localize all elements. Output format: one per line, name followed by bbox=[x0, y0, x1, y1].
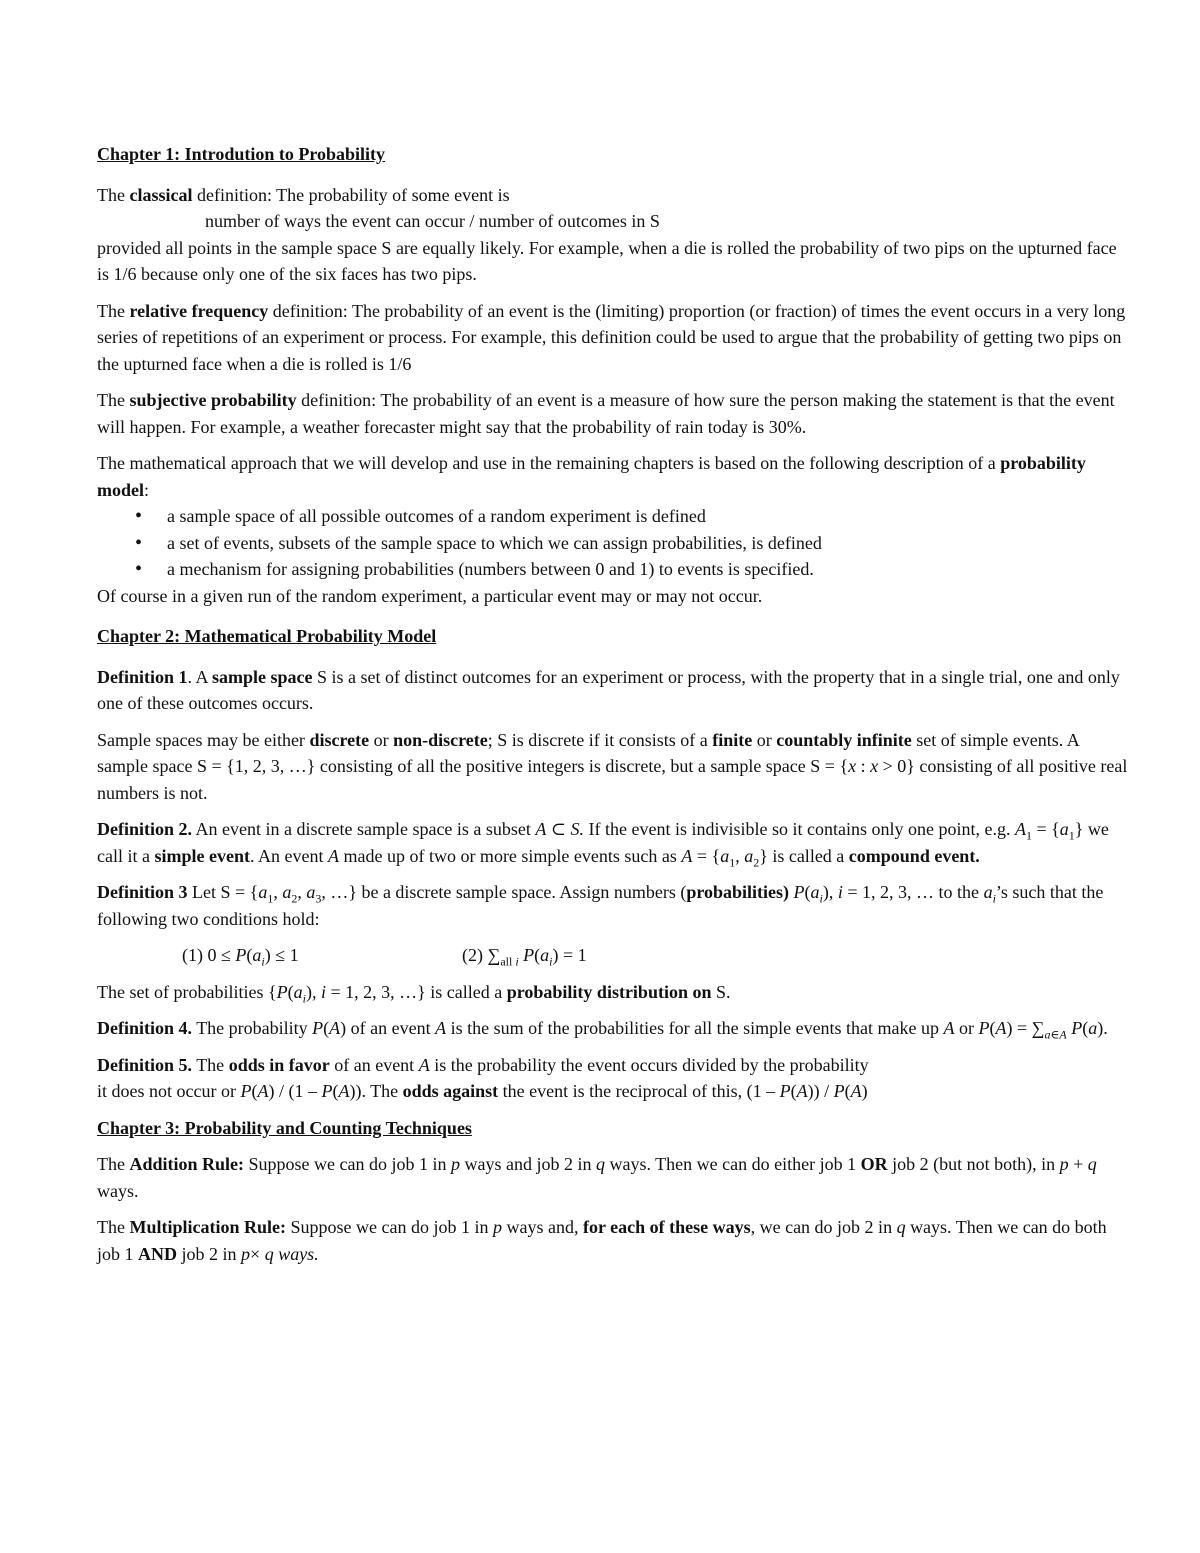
term-relative-frequency: relative frequency bbox=[129, 300, 269, 321]
definition-1: Definition 1. A sample space S is a set of distinct outcomes for an experiment or process, with the property that in a single trial, one and only one of these outcomes occurs. bbox=[97, 666, 1120, 713]
addition-rule: The Addition Rule: Suppose we can do job 1 in p ways and job 2 in q ways. Then we can do either job 1 OR job 2 (but not both), in p + q ways. bbox=[97, 1154, 1097, 1201]
classical-definition: The classical definition: The probability of some event is number of ways the event can occur / number of outcomes in S provided all points in the sample space S are equally likely. For example, when a die is rolled the probability of two pips on the upturned face is 1/6 because only one of the six faces has two pips. bbox=[97, 182, 1132, 288]
list-item: • a set of events, subsets of the sample space to which we can assign probabilities, is defined bbox=[97, 530, 1132, 557]
multiplication-rule: The Multiplication Rule: Suppose we can do job 1 in p ways and, for each of these ways, we can do job 2 in q ways. Then we can do both job 1 AND job 2 in p× q ways. bbox=[97, 1217, 1107, 1264]
condition-1: (1) $0 \le P(a_i) \le 1$ bbox=[182, 945, 299, 969]
list-item: • a mechanism for assigning probabilities (numbers between 0 and 1) to events is specified. bbox=[97, 556, 1132, 583]
random-experiment-note: Of course in a given run of the random experiment, a particular event may or may not occur. bbox=[97, 585, 763, 606]
subjective-definition: The subjective probability definition: The probability of an event is a measure of how sure the person making the statement is that the event will happen. For example, a weather forecaster might say that the probability of rain today is 30%. bbox=[97, 390, 1115, 437]
probability-distribution: The set of probabilities {$P(a_i)$, i = 1, 2, 3, …} is called a probability distribution on S. bbox=[97, 981, 731, 1006]
classical-formula: number of ways the event can occur / number of outcomes in S bbox=[205, 211, 660, 231]
document-page bbox=[97, 141, 1132, 1267]
chapter-1-heading: Chapter 1: Introdution to Probability bbox=[97, 144, 386, 164]
relative-frequency-definition: The relative frequency definition: The probability of an event is the (limiting) proportion (or fraction) of times the event occurs in a very long series of repetitions of an experiment or process. For example, this definition could be used to argue that the probability of getting two pips on the upturned face when a die is rolled is 1/6 bbox=[97, 300, 1126, 374]
definition-3: Definition 3 Let $S = \{a_1$, $a_2$, $a_3$, …} be a discrete sample space. Assign numbers (probabilities) $P(a_i)$, i = 1, 2, 3, … to the $a_i’s$ such that the following two conditions hold: bbox=[97, 882, 1104, 929]
term-probability-model: probability model bbox=[97, 453, 1086, 500]
sample-space-types: Sample spaces may be either discrete or non-discrete; S is discrete if it consists of a finite or countably infinite set of simple events. A sample space S = {1, 2, 3, …} consisting of all the positive integers is discrete, but a sample space S = {x : x > 0} consisting of all positive real numbers is not. bbox=[97, 729, 1128, 803]
term-classical: classical bbox=[129, 184, 193, 205]
chapter-3-heading: Chapter 3: Probability and Counting Techniques bbox=[97, 1117, 472, 1138]
term-subjective-probability: subjective probability bbox=[129, 390, 297, 410]
definition-3-conditions bbox=[97, 942, 1132, 969]
list-item: • a sample space of all possible outcomes of a random experiment is defined bbox=[97, 503, 1132, 530]
probability-model-list bbox=[97, 503, 1132, 583]
definition-4: Definition 4. The probability P(A) of an event A is the sum of the probabilities for all the simple events that make up A or $P(A) = \sum_{a\in A}$ P(a). bbox=[97, 1018, 1108, 1042]
probability-model-intro: The mathematical approach that we will develop and use in the remaining chapters is based on the following description of a probability model: bbox=[97, 453, 1086, 500]
definition-2: Definition 2. An event in a discrete sample space is a subset A ⊂ S. If the event is indivisible so it contains only one point, e.g. $A_1 = \{a_1\}$ we call it a simple event. An event A made up of two or more simple events such as $A = \{a_1$, $a_2$} is called a compound event. bbox=[97, 819, 1109, 870]
chapter-2-heading: Chapter 2: Mathematical Probability Model bbox=[97, 626, 437, 646]
definition-5: Definition 5. The odds in favor of an event A is the probability the event occurs divided by the probability it does not occur or P(A) / (1 – P(A)). The odds against the event is the reciprocal of this, (1 – P(A)) / P(A) bbox=[97, 1054, 869, 1101]
condition-2: (2) $\sum_{all i}$ $P(a_i) = 1$ bbox=[462, 945, 587, 969]
